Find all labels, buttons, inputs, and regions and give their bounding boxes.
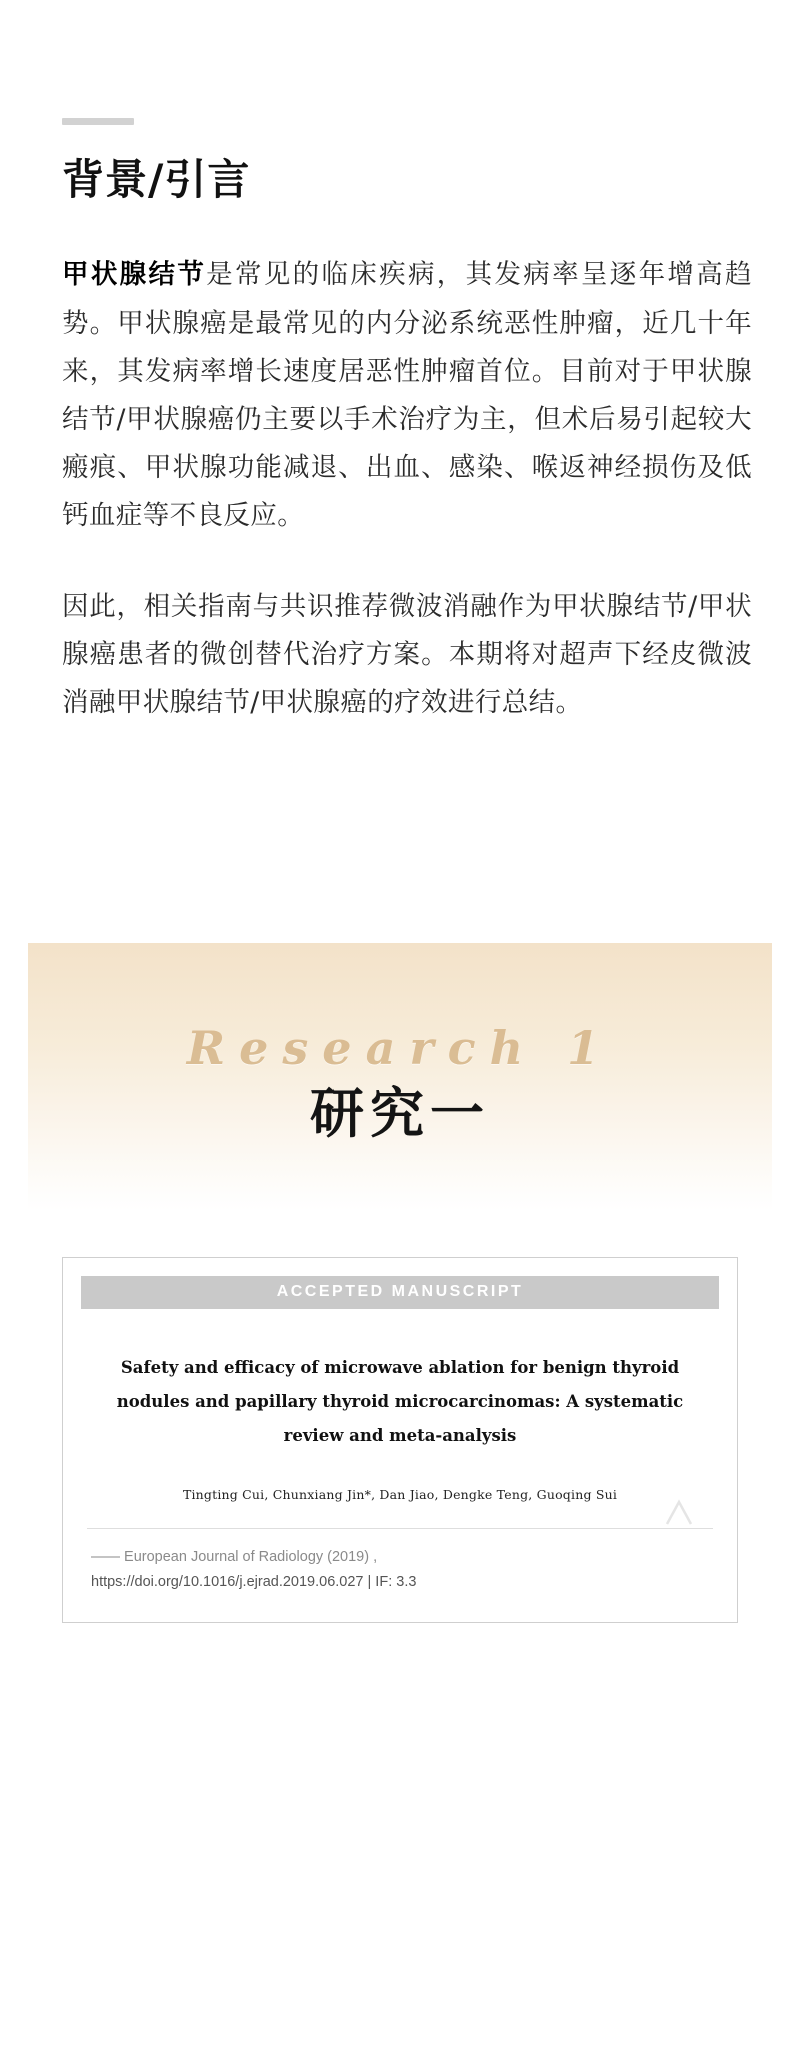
heading-rule <box>62 118 134 125</box>
paper-title <box>109 1351 691 1452</box>
paper-divider <box>87 1528 713 1529</box>
paper-journal-line: —— European Journal of Radiology (2019) , <box>91 1548 378 1565</box>
research-banner <box>28 943 772 1211</box>
paper-title-line: Safety and efficacy of microwave ablation for benign thyroid <box>120 1358 680 1378</box>
section-header <box>0 0 800 205</box>
paragraph-1-text: 是常见的临床疾病，其发病率呈逐年增高趋势。甲状腺癌是最常见的内分泌系统恶性肿瘤，近几十年来，其发病率增长速度居恶性肿瘤首位。目前对于甲状腺结节/甲状腺癌仍主要以手术治疗为主，但术后易引起较大瘢痕、甲状腺功能减退、出血、感染、喉返神经损伤及低钙血症等不良反应。 <box>62 259 752 532</box>
paragraph-2-text: 因此，相关指南与共识推荐微波消融作为甲状腺结节/甲状腺癌患者的微创替代治疗方案。本期将对超声下经皮微波消融甲状腺结节/甲状腺癌的疗效进行总结。 <box>62 590 752 719</box>
article-body <box>0 205 800 727</box>
paper-doi-line: https://doi.org/10.1016/j.ejrad.2019.06.027 | IF: 3.3 <box>91 1574 417 1591</box>
paper-source-meta <box>91 1545 709 1596</box>
paper-title-line: review and meta-analysis <box>283 1425 517 1445</box>
paper-title-line: nodules and papillary thyroid microcarcinomas: A systematic <box>116 1392 684 1412</box>
paper-authors: Tingting Cui, Chunxiang Jin*, Dan Jiao, Dengke Teng, Guoqing Sui <box>182 1486 618 1502</box>
paragraph-2 <box>62 583 752 728</box>
research-banner-cn-label: 研究一 <box>310 1082 490 1146</box>
paragraph-1 <box>62 251 752 540</box>
paragraph-1-lead: 甲状腺结节 <box>62 259 207 291</box>
logo-watermark-icon <box>661 1494 697 1530</box>
research-banner-script-label: Research 1 <box>186 1021 614 1076</box>
page-title: 背景/引言 <box>62 155 251 204</box>
paper-card <box>62 1257 738 1622</box>
status-badge: ACCEPTED MANUSCRIPT <box>81 1276 719 1309</box>
